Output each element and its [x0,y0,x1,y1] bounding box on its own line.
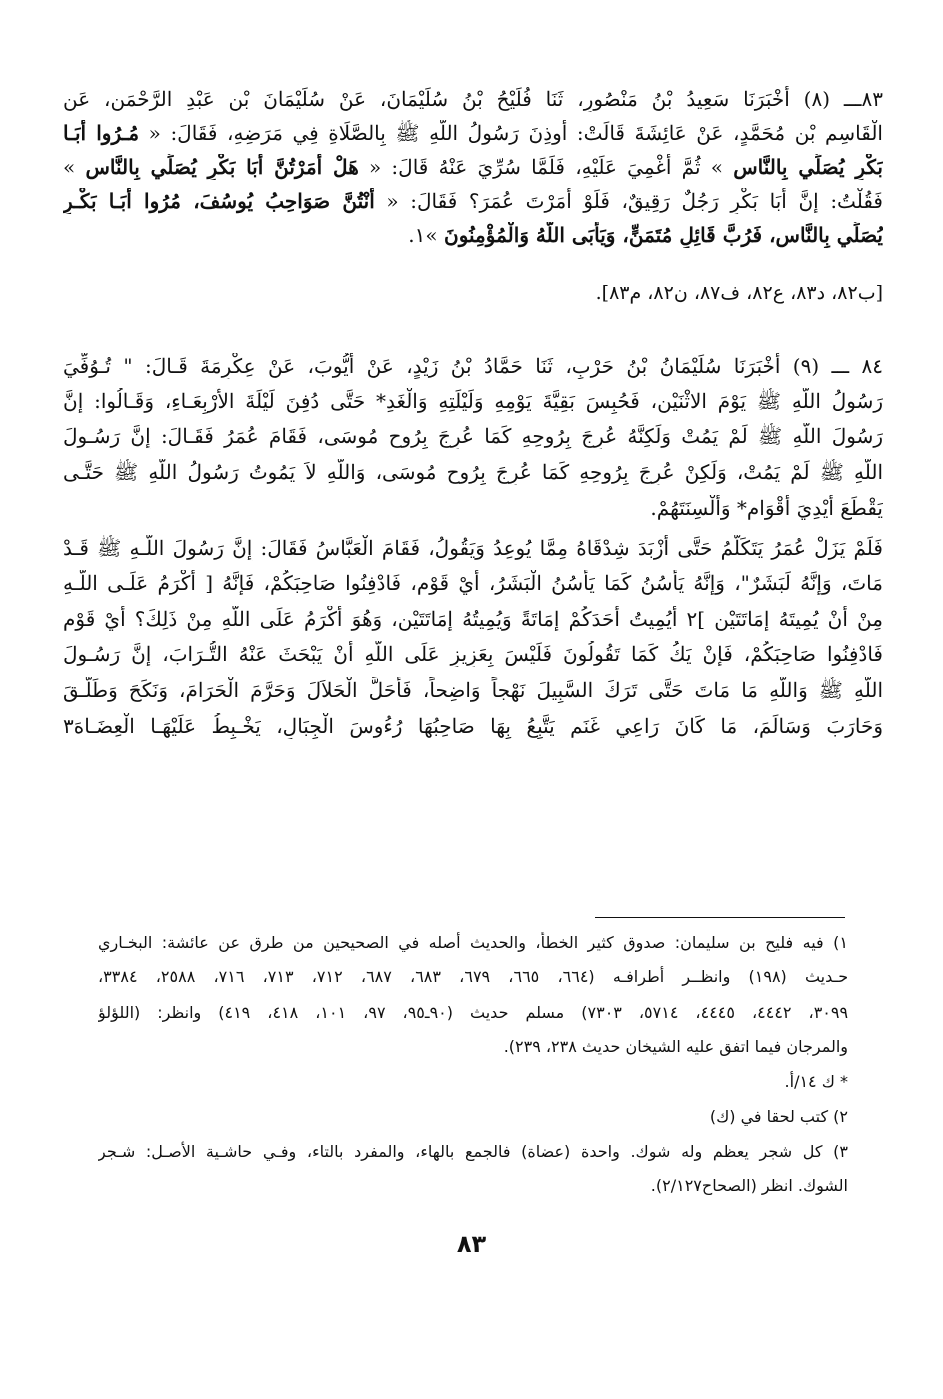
hadith-83-line-2: الْقَاسِمِ بْنِ مُحَمَّدٍ، عَنْ عَائِشَةَ قَالَتْ: أُوذِنَ رَسُولُ اللَّهِ ﷺ بِالصَّلَاةِ فِي مَرَضِهِ، فَقَالَ: « مُـرُوا أَبَـا [63,121,883,145]
footnote-line: ١) فيه فليح بن سليمان: صدوق كثير الخطأ، والحديث أصله في الصحيحين من طرق عن عائشة: البخـاري [98,933,848,952]
hadith-84-line: فَادْفِنُوا صَاحِبَكُمْ، فَإِنْ يَكُ كَمَا تَقُولُونَ فَلَيْسَ بِعَزِيزٍ عَلَى اللَّهِ أَنْ يَبْحَثَ عَنْهُ التُّـرَابَ، إِنَّ رَسُـولَ [63,642,883,666]
prophet-quote: مُـرُوا أَبَـا [63,121,140,145]
footnote-line: حـديث (١٩٨) وانظــر أطرافـه (٦٦٤، ٦٦٥، ٦٧٩، ٦٨٣، ٦٨٧، ٧١٢، ٧١٣، ٧١٦، ٢٥٨٨، ٣٣٨٤، [98,967,848,986]
hadith-83-line-3: بَكْرٍ يُصَلِّي بِالنَّاسِ » ثُمَّ أُغْمِيَ عَلَيْهِ، فَلَمَّا سُرِّيَ عَنْهُ قَالَ: « هَلْ أَمَرْتُنَّ أَبَا بَكْرٍ يُصَلِّي بِالنَّاسِ » [63,155,883,179]
hadith-84-line: رَسُولُ اللَّهِ ﷺ يَوْمَ الاثْنَيْنِ، فَحُبِسَ بَقِيَّةَ يَوْمِهِ وَلَيْلَتِهِ وَالْغَدِ* حَتَّى دُفِنَ لَيْلَةَ الأَرْبِعَـاءِ، وَقَـالُوا: إِنَّ [63,389,883,413]
hadith-84-line: فَلَمْ يَزَلْ عُمَرُ يَتَكَلَّمُ حَتَّى أَزْبَدَ شِدْقَاهُ مِمَّا يُوعِدُ وَيَقُولُ، فَقَامَ الْعَبَّاسُ فَقَالَ: إِنَّ رَسُولَ اللَّـهِ ﷺ قَـدْ [63,536,883,560]
footnote-line: * ك ١٤/أ. [784,1072,848,1091]
hadith-84-line: يَقْطَعَ أَيْدِيَ أَقْوَامٍ* وَأَلْسِنَتَهُمْ. [650,496,883,520]
prophet-quote: هَلْ أَمَرْتُنَّ أَبَا بَكْرٍ يُصَلِّي بِالنَّاسِ [85,155,359,179]
footnote-line: ٣٠٩٩، ٤٤٤٢، ٤٤٤٥، ٥٧١٤، ٧٣٠٣) مسلم حديث (٩٠ـ٩٥، ٩٧، ١٠١، ٤١٨، ٤١٩) وانظر: (اللؤلؤ [98,1003,848,1022]
hadith-84-line: مَاتَ، وَإِنَّهُ لَبَشَرٌ"، وَإِنَّهُ يَأْسُنُ كَمَا يَأْسُنُ الْبَشَرُ، أَيْ قَوْمِ، فَادْفِنُوا صَاحِبَكُمْ، فَإِنَّهُ [ أَكْرَمُ عَلَـى اللَّـهِ [63,571,883,595]
hadith-84-line: ٨٤ ـــ (٩) أَخْبَرَنَا سُلَيْمَانُ بْنُ حَرْبٍ، ثَنَا حَمَّادُ بْنُ زَيْدٍ، عَنْ أَيُّوبَ، عَنْ عِكْرِمَةَ قَـالَ: " تُـوُفِّيَ [63,354,883,378]
hadith-83-line-4: فَقُلْتُ: إِنَّ أَبَا بَكْرٍ رَجُلٌ رَقِيقٌ، فَلَوْ أَمَرْتَ عُمَرَ؟ فَقَالَ: « أَنْتُنَّ صَوَاحِبُ يُوسُفَ، مُرُوا أَبَـا بَكْـرٍ [63,189,883,213]
footnote-divider [595,917,845,918]
hadith-83-line-1: ٨٣ـــ (٨) أَخْبَرَنَا سَعِيدُ بْنُ مَنْصُورٍ، ثَنَا فُلَيْحُ بْنُ سُلَيْمَانَ، عَنْ سُلَيْمَانَ بْنِ عَبْدِ الرَّحْمَنِ، عَنِ [63,87,883,111]
hadith-83-line-5: يُصَلِّي بِالنَّاسِ، فَرُبَّ قَائِلٍ مُتَمَنٍّ، وَيَأْبَى اللَّهُ وَالْمُؤْمِنُونَ »١. [408,223,883,247]
hadith-84-line: مِنْ أَنْ يُمِيتَهُ إِمَاتَتَيْنِ ]٢ أَيُمِيتُ أَحَدَكُمْ إِمَاتَةً وَيُمِيتُهُ إِمَاتَتَيْنِ، وَهُوَ أَكْرَمُ عَلَى اللَّهِ مِنْ ذَلِكَ؟ أَيْ قَوْمِ [63,607,883,631]
prophet-quote: بَكْرٍ يُصَلِّي بِالنَّاسِ [733,155,883,179]
hadith-84-line: اللَّهِ ﷺ لَمْ يَمُتْ، وَلَكِنْ عُرِجَ بِرُوحِهِ كَمَا عُرِجَ بِرُوحِ مُوسَى، وَاللَّهِ لاَ يَمُوتُ رَسُولُ اللَّهِ ﷺ حَتَّـى [63,460,883,484]
prophet-quote: أَنْتُنَّ صَوَاحِبُ يُوسُفَ، مُرُوا أَبَـا بَكْـرٍ [63,189,375,213]
footnote-line: ٢) كتب لحقا في (ك) [709,1107,848,1126]
prophet-quote: يُصَلِّي بِالنَّاسِ، فَرُبَّ قَائِلٍ مُتَمَنٍّ، وَيَأْبَى اللَّهُ وَالْمُؤْمِنُونَ [444,223,883,247]
page-number: ٨٣ [456,1230,487,1258]
hadith-84-line: اللَّهِ ﷺ وَاللَّهِ مَا مَاتَ حَتَّى تَرَكَ السَّبِيلَ نَهْجاً وَاضِحاً، فَأَحَلَّ الْحَلاَلَ وَحَرَّمَ الْحَرَامَ، وَنَكَحَ وَطَلَّـقَ [63,678,883,702]
hadith-84-line: رَسُولَ اللَّهِ ﷺ لَمْ يَمُتْ وَلَكِنَّهُ عُرِجَ بِرُوحِهِ كَمَا عُرِجَ بِرُوحِ مُوسَى، فَقَامَ عُمَرُ فَقَـالَ: إِنَّ رَسُـولَ [63,424,883,448]
footnote-line: الشوك. انظر (الصحاح٢/١٢٧). [650,1176,848,1195]
hadith-84-line: وَحَارَبَ وَسَالَمَ، مَا كَانَ رَاعِي غَنَمٍ يَتَّبِعُ بِهَا صَاحِبُهَا رُءُوسَ الْجِبَالِ، يَخْـبِطُ عَلَيْهَـا الْعِضَـاهَ٣ [63,714,883,738]
hadith-83-references: [ب٨٢، د٨٣، ع٨٢، ف٨٧، ن٨٢، م٨٣]. [595,282,883,304]
footnote-line: والمرجان فيما اتفق عليه الشيخان حديث ٢٣٨، ٢٣٩). [503,1037,848,1056]
footnote-line: ٣) كل شجر يعظم وله شوك. واحدة (عضاة) فالجمع بالهاء، والمفرد بالتاء، وفـي حاشـية الأصـل: شـجر [98,1142,848,1161]
